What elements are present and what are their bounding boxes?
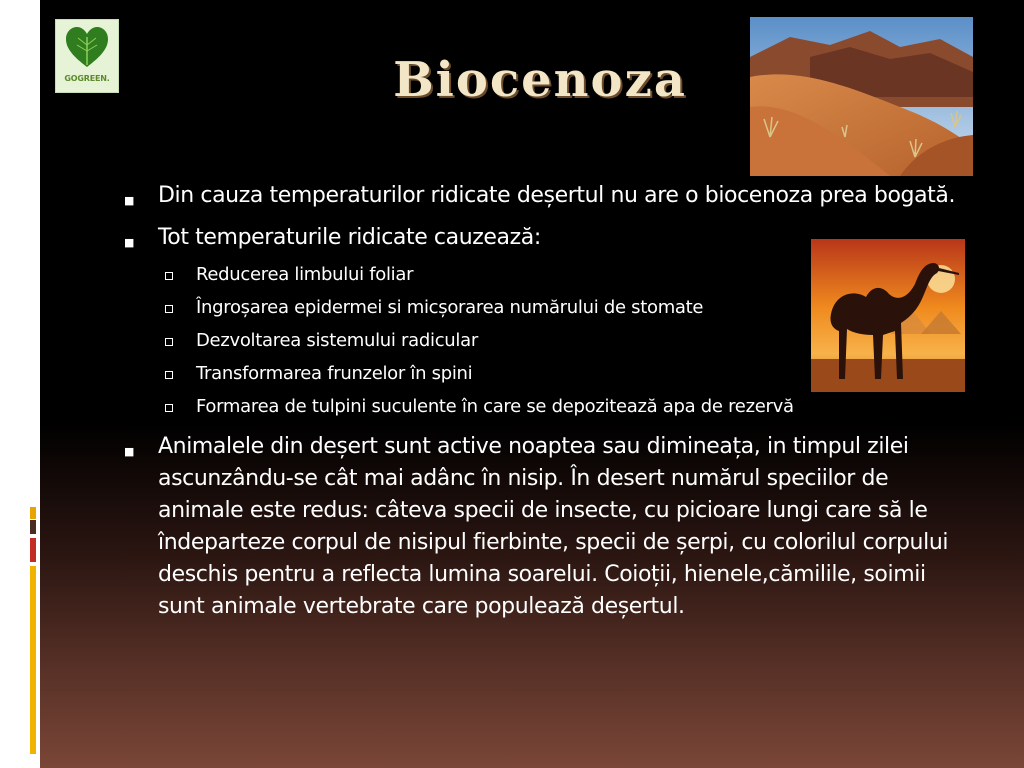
desert-photo [750,17,973,176]
hollow-square-icon [165,371,173,379]
logo-text: GOGREEN. [64,74,110,83]
sub-item [120,258,980,291]
hollow-square-icon [165,338,173,346]
square-bullet-icon: ■ [124,445,134,458]
sub-item [120,357,980,390]
sub-item-text: Formarea de tulpini suculente în care se depozitează apa de rezervă [196,396,794,417]
square-bullet-icon: ■ [124,236,134,249]
heart-leaf-icon [64,25,110,71]
accent-bar-brown [30,520,36,534]
bullet-text: Din cauza temperaturilor ridicate deșertul nu are o biocenoza prea bogată. [158,183,956,208]
sub-item [120,291,980,324]
sub-list [120,258,980,423]
sub-item-text: Reducerea limbului foliar [196,264,414,285]
accent-bar-red [30,538,36,562]
sub-item [120,390,980,423]
accent-bar-yellow [30,566,36,754]
hollow-square-icon [165,404,173,412]
accent-bar-yellow-small [30,507,36,519]
gogreen-logo [55,19,119,93]
sub-item-text: Îngroșarea epidermei si micșorarea numărului de stomate [196,297,704,318]
sub-item [120,324,980,357]
slide-title: Biocenoza [393,52,687,108]
sub-item-text: Transformarea frunzelor în spini [196,363,473,384]
bullet-text: Tot temperaturile ridicate cauzează: [158,225,541,250]
sub-item-text: Dezvoltarea sistemului radicular [196,330,478,351]
bullet-item [120,180,980,212]
square-bullet-icon: ■ [124,194,134,207]
slide-content [120,180,980,623]
hollow-square-icon [165,305,173,313]
hollow-square-icon [165,272,173,280]
bullet-item [120,431,980,623]
bullet-item [120,222,980,254]
bullet-text: Animalele din deșert sunt active noaptea sau dimineața, in timpul zilei ascunzându-se cât mai adânc în nisip. În desert numărul speciilor de animale este redus: câteva specii de insecte, cu picioare lungi care să le îndeparteze corpul de nisipul fierbinte, specii de șerpi, cu colorilul corpului deschis pentru a reflecta lumina soarelui. Coioții, hienele,cămilile, soimii sunt animale vertebrate care populează deșertul. [158,434,949,619]
